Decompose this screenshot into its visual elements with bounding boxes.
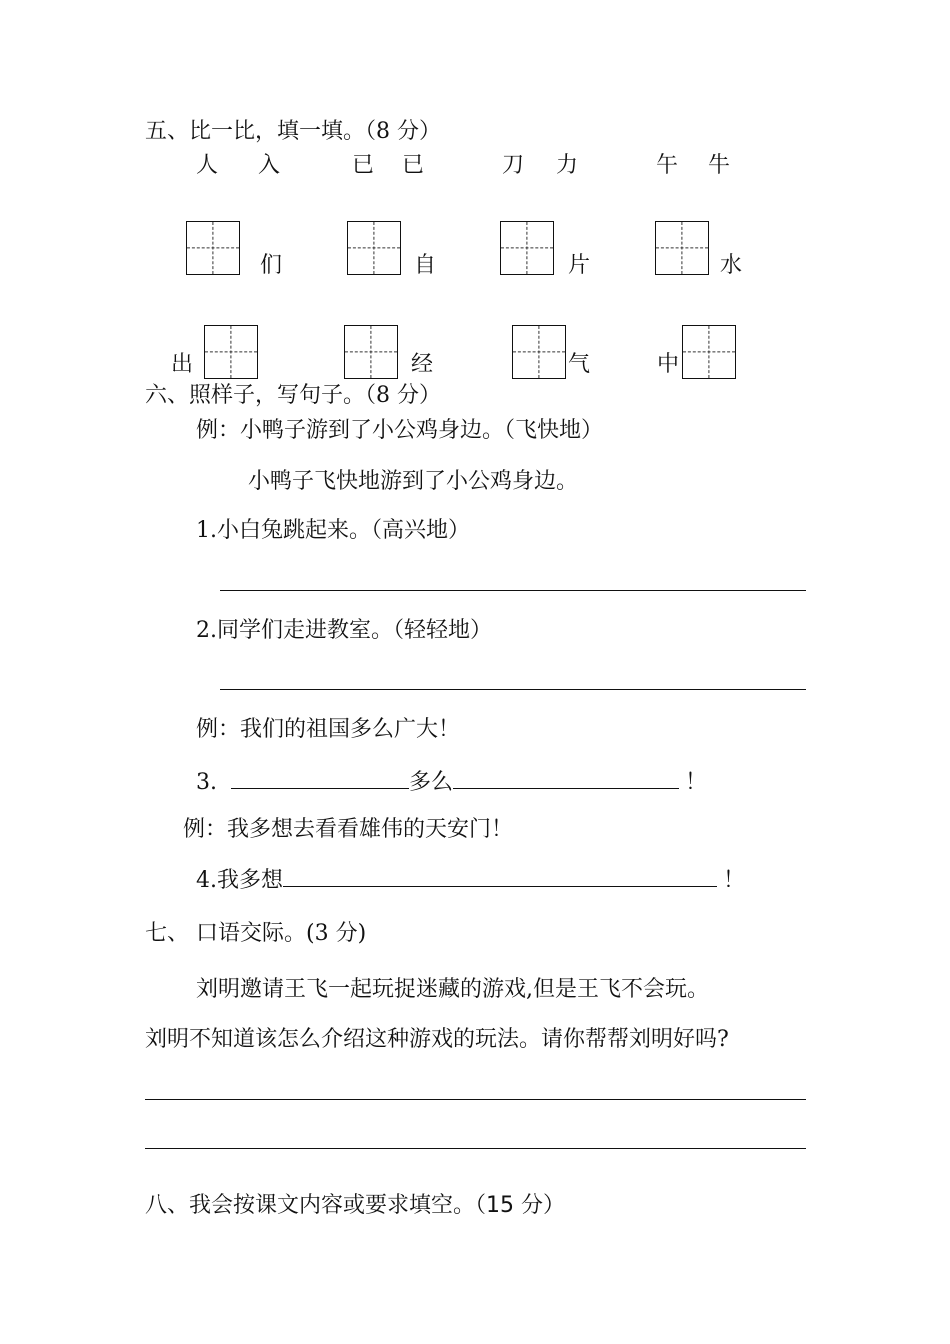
example-2: 例：我们的祖国多么广大！ [196,717,461,742]
section-8-title: 八、我会按课文内容或要求填空。（15 分） [145,1193,565,1218]
answer-line-2[interactable] [220,689,806,690]
row1-char-2: 自 [414,253,437,278]
question-3-number: 3. [196,770,217,795]
question-1: 1.小白兔跳起来。（高兴地） [196,518,470,543]
question-4-start: 4.我多想 [196,868,283,893]
pair-3-b: 力 [556,153,579,178]
answer-line-7a[interactable] [145,1099,806,1100]
question-4 [196,866,745,893]
writing-box[interactable] [186,221,240,275]
row2-char-3: 气 [568,352,591,377]
row2-char-1: 出 [171,352,194,377]
pair-4-b: 牛 [708,153,731,178]
row1-char-3: 片 [568,253,591,278]
section-7-para-2: 刘明不知道该怎么介绍这种游戏的玩法。请你帮帮刘明好吗? [145,1027,729,1052]
row2-char-4: 中 [657,352,680,377]
example-1: 例：小鸭子游到了小公鸡身边。（飞快地） [196,418,604,443]
pair-1-a: 人 [196,153,219,178]
row2-char-2: 经 [411,352,434,377]
writing-box[interactable] [655,221,709,275]
blank-3a[interactable] [231,768,409,789]
writing-box[interactable] [204,325,258,379]
section-7-para-1: 刘明邀请王飞一起玩捉迷藏的游戏,但是王飞不会玩。 [196,977,709,1002]
example-3: 例：我多想去看看雄伟的天安门！ [183,817,514,842]
row1-char-1: 们 [260,253,283,278]
pair-3-a: 刀 [502,153,525,178]
question-3 [196,768,707,795]
writing-box[interactable] [500,221,554,275]
writing-box[interactable] [512,325,566,379]
section-5-title: 五、比一比，填一填。（8 分） [145,119,441,144]
writing-box[interactable] [344,325,398,379]
section-7-title: 七、 口语交际。(3 分) [145,921,367,946]
row1-char-4: 水 [720,253,743,278]
pair-4-a: 午 [656,153,679,178]
blank-3b[interactable] [453,768,679,789]
writing-box[interactable] [682,325,736,379]
question-2: 2.同学们走进教室。（轻轻地） [196,618,492,643]
question-4-end: ！ [723,868,746,893]
answer-line-1[interactable] [220,590,806,591]
question-3-end: ！ [685,770,708,795]
writing-box[interactable] [347,221,401,275]
blank-4[interactable] [283,866,717,887]
example-1-answer: 小鸭子飞快地游到了小公鸡身边。 [248,469,579,494]
pair-2-a: 已 [352,153,375,178]
answer-line-7b[interactable] [145,1148,806,1149]
question-3-mid: 多么 [409,770,454,795]
pair-1-b: 入 [258,153,281,178]
pair-2-b: 已 [402,153,425,178]
section-6-title: 六、照样子，写句子。（8 分） [145,383,441,408]
